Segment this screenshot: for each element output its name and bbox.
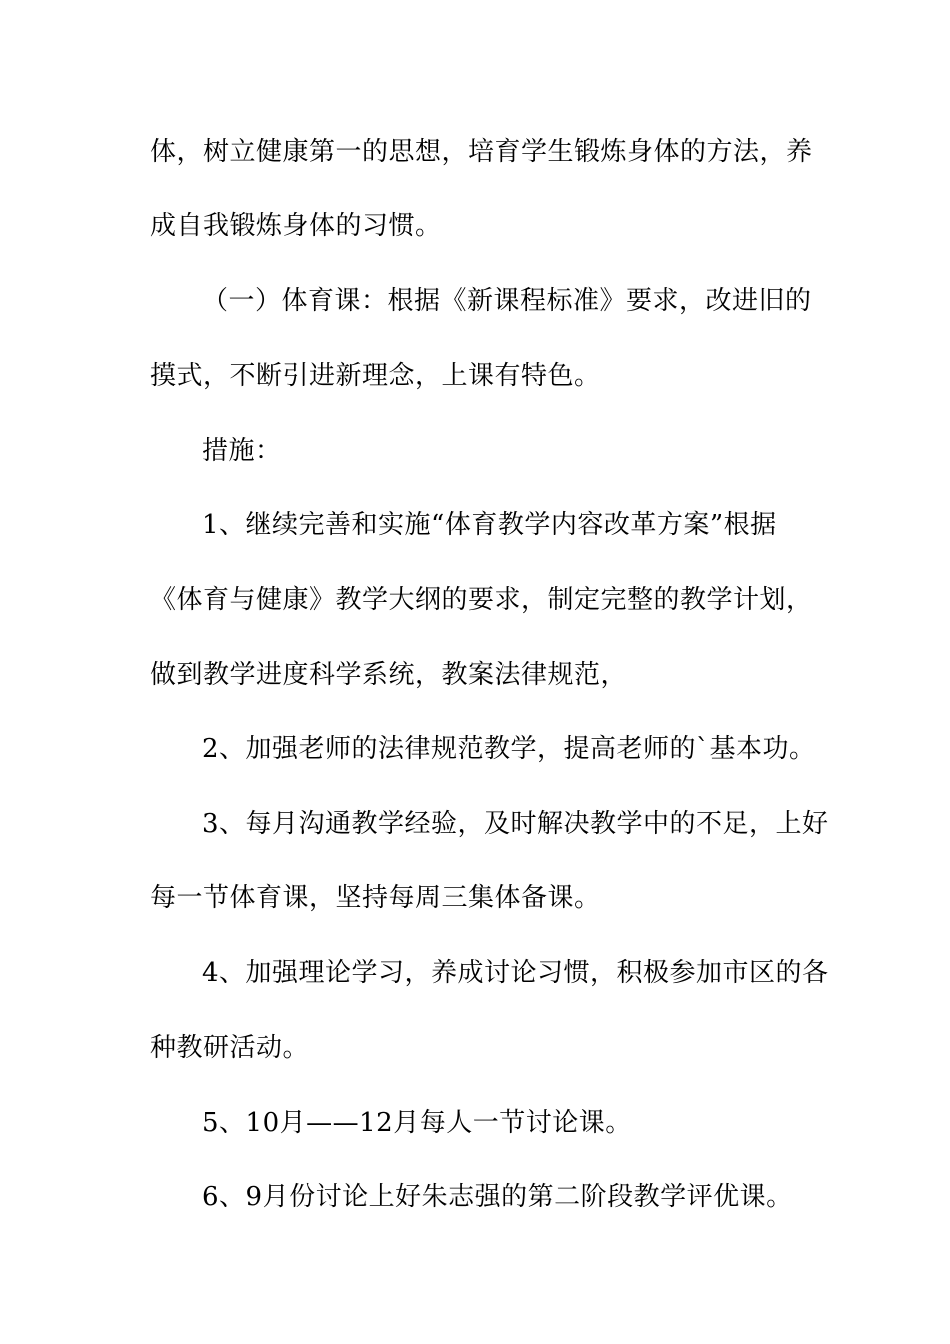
paragraph-line: 每一节体育课，坚持每周三集体备课。 [150, 883, 601, 913]
paragraph-line: 《体育与健康》教学大纲的要求，制定完整的教学计划， [150, 585, 813, 615]
paragraph-line: 种教研活动。 [150, 1033, 310, 1063]
list-item-1: 1、继续完善和实施“体育教学内容改革方案”根据 [202, 510, 777, 540]
paragraph-line: 体，树立健康第一的思想，培育学生锻炼身体的方法，养 [150, 137, 813, 167]
list-item-2: 2、加强老师的法律规范教学，提高老师的`基本功。 [202, 734, 816, 764]
paragraph-line: 做到教学进度科学系统，教案法律规范， [150, 660, 628, 690]
list-item-6: 6、9月份讨论上好朱志强的第二阶段教学评优课。 [202, 1182, 793, 1212]
paragraph-line: 摸式，不断引进新理念，上课有特色。 [150, 361, 601, 391]
list-item-5: 5、10月——12月每人一节讨论课。 [202, 1108, 632, 1138]
list-item-4: 4、加强理论学习，养成讨论习惯，积极参加市区的各 [202, 958, 829, 988]
paragraph-line: 成自我锻炼身体的习惯。 [150, 211, 442, 241]
measures-label: 措施： [202, 436, 282, 466]
list-item-3: 3、每月沟通教学经验，及时解决教学中的不足，上好 [202, 809, 829, 839]
section-heading-line: （一）体育课：根据《新课程标准》要求，改进旧的 [202, 286, 812, 316]
